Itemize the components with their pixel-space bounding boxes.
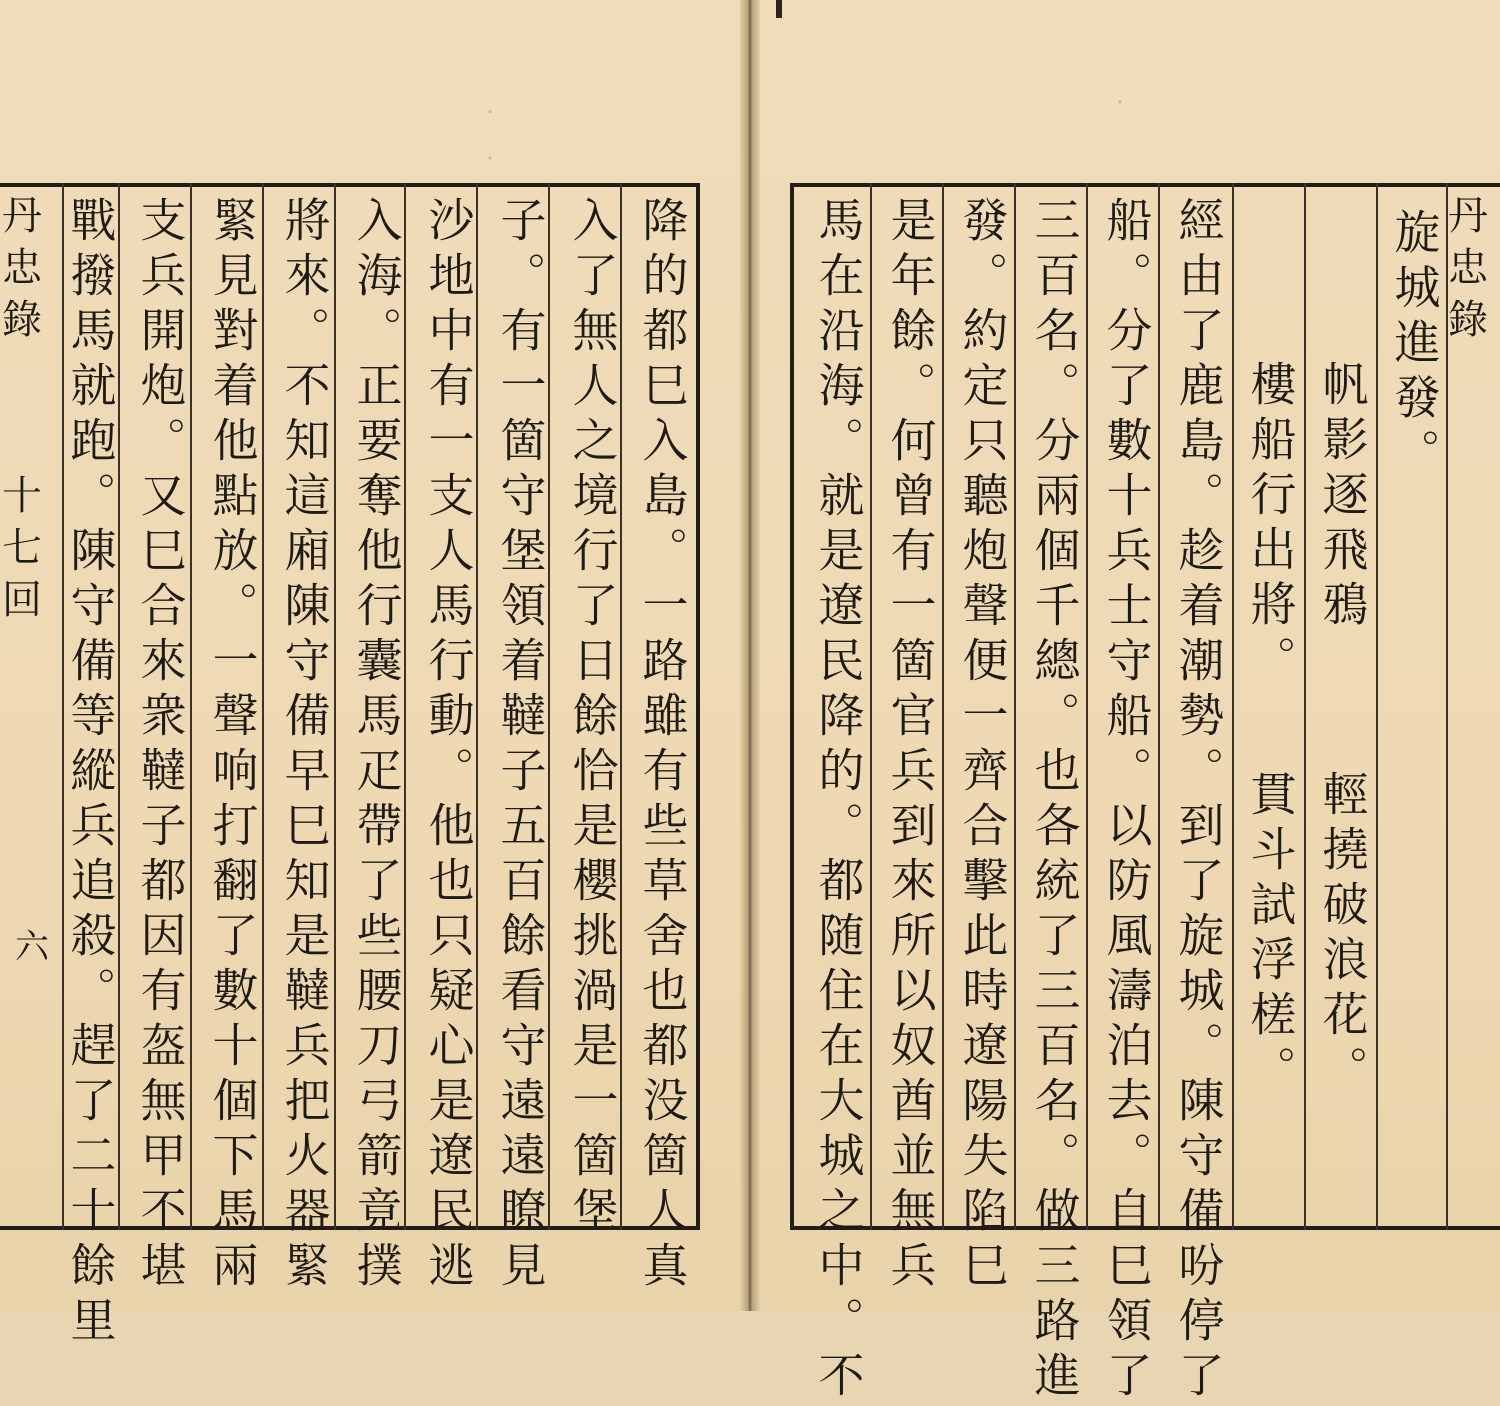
text-column [60,196,120,1351]
column-text: 沙地中有一支人馬行動。他也只疑心是遼民逃 [421,196,476,1296]
text-column [490,196,550,1296]
column-rule [1304,183,1306,1230]
column-text: 將來。不知這廂陳守備早巳知是韃兵把火器緊 [277,196,332,1296]
column-rule [262,183,264,1230]
column-rule [1376,183,1378,1230]
column-text: 經由了鹿島。趁着潮勢。到了旋城。陳守備吩停了 [1171,196,1226,1406]
verse-line: 帆影逐飛鴉 [1315,360,1370,635]
verse-line: 貫斗試浮槎。 [1243,770,1298,1100]
column-text: 三百名。分兩個千總。也各統了三百名。做三路進 [1027,196,1082,1406]
column-text: 是年餘。何曾有一箇官兵到來所以奴酋並無兵 [883,196,938,1296]
column-text: 馬在沿海。就是遼民降的。都随住在大城之中。不 [811,196,866,1406]
text-column [952,196,1012,1296]
text-column [1168,196,1228,1406]
verse-column [1240,770,1300,1100]
show-through-text: · [1115,88,1125,118]
left-margin-column [2,190,62,343]
column-rule [1014,183,1016,1230]
verse-column [1240,360,1300,690]
column-rule [1232,183,1234,1230]
column-text: 發。約定只聽炮聲便一齊合擊此時遼陽失陷巳 [955,196,1010,1296]
book-title: 丹忠錄 [1448,193,1488,343]
text-column [632,196,692,1296]
binding-thread [776,0,782,18]
verse-line: 輕撓破浪花。 [1315,770,1370,1100]
text-column [880,196,940,1296]
column-text: 旋城進發。 [1387,208,1442,483]
text-column [562,196,622,1241]
column-text: 入海。正要奪他行囊馬疋帶了些腰刀弓箭竟撲 [349,196,404,1296]
text-column [1096,196,1156,1406]
text-column [346,196,406,1296]
text-column [202,196,262,1296]
column-text: 緊見對着他點放。一聲响打翻了數十個下馬兩 [205,196,260,1296]
verse-line: 樓船行出將。 [1243,360,1298,690]
column-text: 入了無人之境行了日餘恰是櫻挑渦是一箇堡 [565,196,620,1241]
column-rule [1158,183,1160,1230]
column-text: 降的都巳入島。一路雖有些草舍也都没箇人真 [635,196,690,1296]
book-title: 丹忠錄 [2,193,42,343]
text-column [1384,208,1444,483]
right-margin-column [1448,190,1500,343]
text-column [418,196,478,1296]
column-text: 支兵開炮。又巳合來衆韃子都因有盔無甲不堪 [133,196,188,1296]
text-column [808,196,868,1406]
column-text: 戰撥馬就跑。陳守備等縱兵追殺。趕了二十餘里 [63,196,118,1351]
column-rule [870,183,872,1230]
column-text: 船。分了數十兵士守船。以防風濤泊去。自巳領了 [1099,196,1154,1406]
verse-column [1312,770,1372,1100]
folio-number: 六 [15,927,49,967]
text-column [1024,196,1084,1406]
chapter-label-column [2,470,62,623]
column-text: 子。有一箇守堡領着韃子五百餘看守遠遠瞭見 [493,196,548,1296]
chapter-label: 十七回 [2,473,42,623]
column-rule [1086,183,1088,1230]
show-through-text: · · [485,98,495,174]
column-rule [190,183,192,1230]
column-rule [942,183,944,1230]
text-column [274,196,334,1296]
text-column [130,196,190,1296]
binding-gutter [740,0,760,1311]
folio-column [2,920,62,975]
verse-column [1312,360,1372,635]
column-rule [334,183,336,1230]
